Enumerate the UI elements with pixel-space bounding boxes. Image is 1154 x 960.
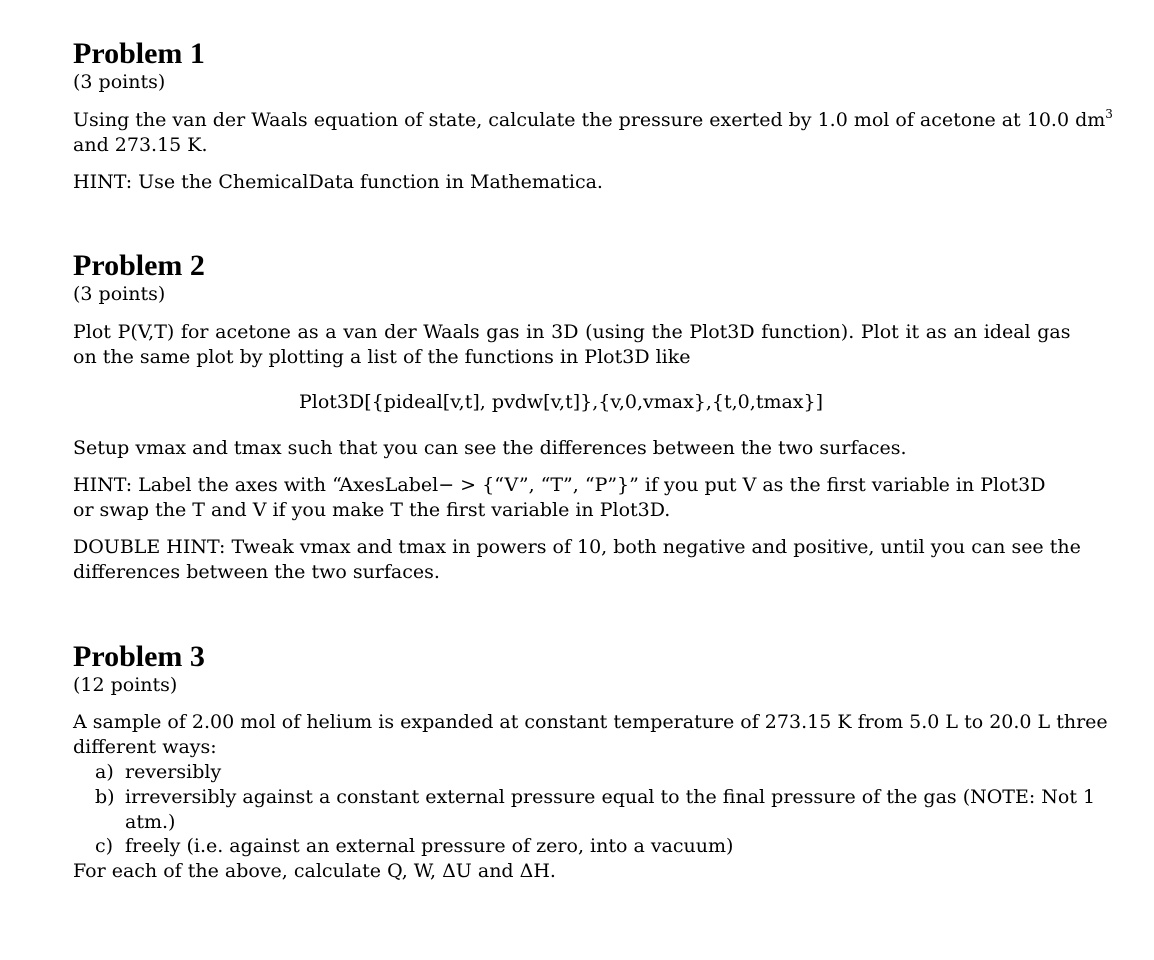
problem-1-unit-exponent: 3 <box>1105 107 1113 121</box>
problem-1-statement-line1 <box>73 108 1113 133</box>
problem-3-intro-line1: A sample of 2.00 mol of helium is expanded at constant temperature of 273.15 K from 5.0 L to 20.0 L three <box>73 711 1108 733</box>
problem-3-title: Problem 3 <box>73 640 205 673</box>
list-item-label: b) <box>95 786 115 808</box>
problem-1-points: (3 points) <box>73 71 166 93</box>
problem-1-statement-text: Using the van der Waals equation of state, calculate the pressure exerted by 1.0 mol of acetone at 10.0 dm <box>73 109 1106 131</box>
list-item-b-continuation: atm.) <box>125 811 176 833</box>
problem-2-points: (3 points) <box>73 283 166 305</box>
list-item-a <box>95 760 221 785</box>
problem-1-hint: HINT: Use the ChemicalData function in Mathematica. <box>73 171 603 193</box>
problem-1-title: Problem 1 <box>73 37 205 70</box>
problem-2-double-hint-line2: differences between the two surfaces. <box>73 561 440 583</box>
problem-2-statement-line1: Plot P(V,T) for acetone as a van der Waals gas in 3D (using the Plot3D function). Plot it as an ideal gas <box>73 321 1071 343</box>
problem-2-hint-line2: or swap the T and V if you make T the first variable in Plot3D. <box>73 499 671 521</box>
problem-3-points: (12 points) <box>73 674 178 696</box>
problem-2-double-hint-line1: DOUBLE HINT: Tweak vmax and tmax in powers of 10, both negative and positive, until you can see the <box>73 536 1081 558</box>
list-item-text: reversibly <box>125 761 222 783</box>
problem-2-code-example: Plot3D[{pideal[v,t], pvdw[v,t]},{v,0,vmax},{t,0,tmax}] <box>298 391 824 413</box>
problem-3-closing: For each of the above, calculate Q, W, ΔU and ΔH. <box>73 860 556 882</box>
list-item-text: freely (i.e. against an external pressure of zero, into a vacuum) <box>125 835 734 857</box>
problem-3-intro-line2: different ways: <box>73 736 217 758</box>
list-item-label: a) <box>95 761 114 783</box>
problem-2-setup: Setup vmax and tmax such that you can see the differences between the two surfaces. <box>73 437 907 459</box>
list-item-c <box>95 834 733 859</box>
problem-2-title: Problem 2 <box>73 249 205 282</box>
list-item-text: irreversibly against a constant external pressure equal to the final pressure of the gas (NOTE: Not 1 <box>125 786 1096 808</box>
list-item-label: c) <box>95 835 114 857</box>
problem-2-hint-line1: HINT: Label the axes with “AxesLabel− > {“V”, “T”, “P”}” if you put V as the first variable in Plot3D <box>73 474 1046 496</box>
problem-1-statement-line2: and 273.15 K. <box>73 134 208 156</box>
list-item-b <box>95 785 1095 810</box>
problem-2-statement-line2: on the same plot by plotting a list of the functions in Plot3D like <box>73 346 691 368</box>
